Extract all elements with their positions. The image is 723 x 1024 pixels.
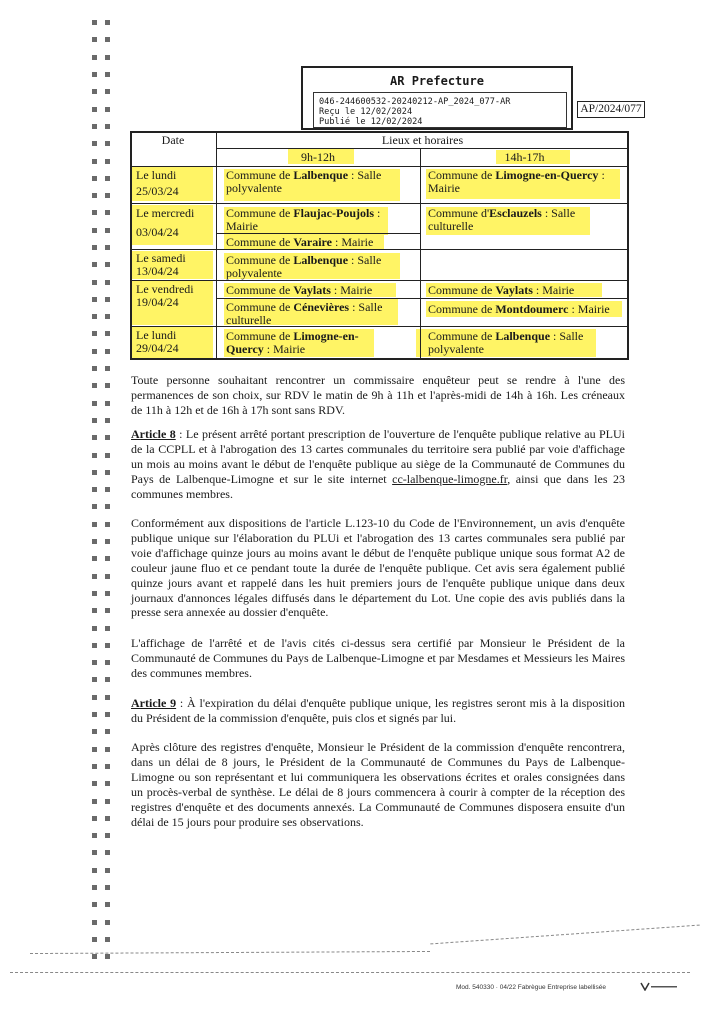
row2-date	[136, 207, 216, 239]
margin-hole	[92, 418, 97, 423]
hole-row	[92, 758, 116, 775]
hole-row	[92, 222, 116, 239]
margin-hole	[105, 193, 110, 198]
hole-row	[92, 654, 116, 671]
margin-hole	[92, 816, 97, 821]
hole-row	[92, 879, 116, 896]
commune-prefix: Commune de	[226, 168, 294, 182]
row3-day-date: 13/04/24	[136, 264, 179, 278]
row1-day-date: 25/03/24	[136, 184, 179, 198]
commune-name: Vaylats	[495, 283, 533, 297]
margin-hole	[92, 920, 97, 925]
hole-row	[92, 83, 116, 100]
commune-venue: : Mairie	[568, 302, 610, 316]
commune-prefix: Commune de	[226, 300, 294, 314]
margin-hole	[92, 799, 97, 804]
margin-hole	[92, 176, 97, 181]
commune-prefix: Commune de	[428, 329, 496, 343]
margin-hole	[92, 937, 97, 942]
commune-venue: : Mairie	[330, 283, 373, 297]
margin-hole	[105, 885, 110, 890]
commune-name: Lalbenque	[495, 329, 551, 343]
website-link[interactable]: cc-lalbenque-limogne.fr	[392, 471, 508, 486]
stamp-reference: 046-244600532-20240212-AP_2024_077-AR	[319, 97, 511, 107]
commune-name: Lalbenque	[293, 168, 349, 182]
scan-artifact-line	[430, 925, 699, 945]
margin-hole	[105, 297, 110, 302]
hole-row	[92, 446, 116, 463]
hole-row	[92, 516, 116, 533]
hole-row	[92, 689, 116, 706]
row3-date	[136, 252, 216, 278]
margin-hole	[105, 331, 110, 336]
row4-afternoon-2	[428, 303, 626, 316]
hole-row	[92, 810, 116, 827]
hole-row	[92, 66, 116, 83]
commune-name: Vaylats	[293, 283, 331, 297]
margin-hole	[92, 366, 97, 371]
row5-afternoon	[428, 330, 598, 356]
hole-row	[92, 170, 116, 187]
hole-row	[92, 550, 116, 567]
margin-hole	[105, 107, 110, 112]
margin-hole	[92, 20, 97, 25]
margin-hole	[105, 660, 110, 665]
margin-hole	[105, 89, 110, 94]
margin-hole	[92, 349, 97, 354]
row2-morning-2	[226, 236, 418, 249]
margin-hole	[92, 885, 97, 890]
row4-afternoon-1	[428, 284, 624, 297]
hole-row	[92, 412, 116, 429]
margin-hole	[92, 245, 97, 250]
commune-prefix: Commune de	[226, 206, 294, 220]
margin-hole	[92, 141, 97, 146]
commune-venue: : Mairie	[532, 283, 575, 297]
margin-hole	[105, 539, 110, 544]
row2-morning-1	[226, 207, 414, 233]
hole-row	[92, 31, 116, 48]
row4-date	[136, 283, 216, 309]
commune-name: Esclauzels	[489, 206, 542, 220]
row3-day: Le samedi	[136, 251, 186, 265]
margin-hole	[92, 193, 97, 198]
hole-row	[92, 464, 116, 481]
commune-prefix: Commune de	[226, 329, 294, 343]
margin-hole	[105, 626, 110, 631]
margin-hole	[92, 850, 97, 855]
row1-day: Le lundi	[136, 168, 177, 182]
table-border	[216, 233, 420, 234]
margin-hole	[92, 626, 97, 631]
hole-row	[92, 740, 116, 757]
stamp-received: Reçu le 12/02/2024	[319, 107, 413, 117]
hole-row	[92, 100, 116, 117]
row4-morning-1	[226, 284, 416, 297]
margin-hole	[105, 124, 110, 129]
stamp-published: Publié le 12/02/2024	[319, 117, 423, 127]
hole-row	[92, 49, 116, 66]
header-lieux: Lieux et horaires	[381, 133, 464, 147]
schedule-table	[130, 131, 629, 360]
hole-row	[92, 187, 116, 204]
commune-name: Varaire	[293, 235, 332, 249]
table-border	[130, 203, 629, 204]
margin-hole	[92, 643, 97, 648]
commune-prefix: Commune d'	[428, 206, 490, 220]
margin-hole	[92, 660, 97, 665]
ap-reference: AP/2024/077	[577, 101, 645, 118]
hole-row	[92, 429, 116, 446]
commune-name: Cénevières	[293, 300, 350, 314]
margin-hole	[105, 210, 110, 215]
margin-hole	[105, 176, 110, 181]
margin-hole	[105, 141, 110, 146]
commune-prefix: Commune de	[428, 302, 496, 316]
margin-hole	[105, 55, 110, 60]
row4-morning-2	[226, 301, 416, 327]
margin-hole	[92, 608, 97, 613]
margin-hole	[92, 902, 97, 907]
margin-hole	[105, 366, 110, 371]
margin-hole	[92, 954, 97, 959]
cloture-paragraph: Après clôture des registres d'enquête, Monsieur le Président de la commission d'enquête rencontrera, dans un délai de 8 jours, le Président de la Communauté de Communes du Pays de Lalbenque-Limogne ou son représentant et lui communiquera les observations écrites et orales consignées dans un procès-verbal de synthèse. Le délai de 8 jours commencera à courir à compter de la réception des registres d'enquête et des documents annexés. La Communauté de Communes disposera ensuite d'un délai de 15 jours pour produire ses observations.	[131, 740, 625, 829]
margin-hole	[92, 539, 97, 544]
margin-hole	[105, 72, 110, 77]
hole-row	[92, 325, 116, 342]
hole-row	[92, 481, 116, 498]
margin-hole	[105, 868, 110, 873]
commune-prefix: Commune de	[226, 283, 294, 297]
margin-hole	[92, 504, 97, 509]
hole-row	[92, 723, 116, 740]
margin-hole	[92, 522, 97, 527]
margin-hole	[92, 124, 97, 129]
commune-venue: : Mairie	[226, 206, 381, 233]
margin-hole	[105, 349, 110, 354]
margin-hole	[105, 799, 110, 804]
margin-hole	[92, 89, 97, 94]
margin-hole	[105, 937, 110, 942]
margin-hole	[105, 418, 110, 423]
hole-row	[92, 343, 116, 360]
margin-hole	[105, 383, 110, 388]
hole-row	[92, 377, 116, 394]
margin-hole	[92, 747, 97, 752]
commune-name: Montdoumerc	[495, 302, 569, 316]
row1-morning	[226, 169, 418, 195]
commune-venue: : Salle polyvalente	[226, 168, 382, 195]
margin-hole	[92, 781, 97, 786]
margin-hole	[92, 677, 97, 682]
hole-row	[92, 827, 116, 844]
row3-morning	[226, 254, 412, 280]
commune-prefix: Commune de	[226, 235, 294, 249]
margin-hole	[105, 504, 110, 509]
margin-hole	[105, 920, 110, 925]
margin-hole	[105, 695, 110, 700]
header-morning: 9h-12h	[301, 150, 335, 164]
commune-name: Limogne-en-Quercy	[495, 168, 599, 182]
margin-hole	[105, 159, 110, 164]
margin-hole	[105, 37, 110, 42]
margin-hole	[92, 487, 97, 492]
margin-hole	[105, 677, 110, 682]
margin-hole	[105, 401, 110, 406]
commune-name: Lalbenque	[293, 253, 349, 267]
article-9-paragraph	[131, 696, 625, 726]
hole-row	[92, 948, 116, 965]
hole-row	[92, 239, 116, 256]
table-border	[130, 249, 629, 250]
row5-morning	[226, 330, 386, 356]
article-9-label: Article 9	[131, 696, 177, 710]
hole-row	[92, 775, 116, 792]
hole-row	[92, 14, 116, 31]
margin-hole	[105, 850, 110, 855]
header-date: Date	[161, 133, 185, 147]
table-border	[130, 166, 629, 167]
row5-day: Le lundi	[136, 328, 177, 342]
commune-name: Limogne-en-Quercy	[226, 329, 359, 356]
margin-hole	[92, 383, 97, 388]
hole-row	[92, 706, 116, 723]
margin-hole	[105, 435, 110, 440]
margin-hole	[92, 331, 97, 336]
table-border	[216, 148, 629, 149]
margin-hole	[105, 20, 110, 25]
row5-date	[136, 329, 216, 355]
margin-hole	[92, 453, 97, 458]
article-8-label: Article 8	[131, 427, 176, 441]
table-border	[130, 131, 629, 133]
scan-artifact-line	[10, 972, 690, 973]
margin-hole	[92, 764, 97, 769]
margin-hole	[105, 280, 110, 285]
margin-hole	[105, 781, 110, 786]
margin-hole	[92, 297, 97, 302]
stamp-title: AR Prefecture	[390, 74, 484, 88]
hole-row	[92, 568, 116, 585]
row5-day-date: 29/04/24	[136, 341, 179, 355]
hole-row	[92, 792, 116, 809]
table-border	[130, 358, 629, 360]
hole-row	[92, 533, 116, 550]
affichage-paragraph: L'affichage de l'arrêté et de l'avis cités ci-dessus sera certifié par Monsieur le Président de la Communauté de Communes du Pays de Lalbenque-Limogne et par Mesdames et Messieurs les Maires des communes membres.	[131, 636, 625, 680]
margin-hole	[92, 262, 97, 267]
hole-row	[92, 844, 116, 861]
margin-hole	[105, 487, 110, 492]
article-8-paragraph	[131, 427, 625, 502]
margin-hole	[105, 314, 110, 319]
ar-prefecture-stamp	[301, 66, 573, 130]
row4-day: Le vendredi	[136, 282, 194, 296]
margin-hole	[105, 816, 110, 821]
margin-hole	[92, 556, 97, 561]
hole-row	[92, 291, 116, 308]
row1-date	[136, 169, 216, 198]
hole-row	[92, 931, 116, 948]
hole-row	[92, 585, 116, 602]
commune-venue: : Mairie	[428, 168, 605, 195]
commune-venue: : Salle polyvalente	[226, 253, 382, 280]
margin-hole	[92, 72, 97, 77]
hole-row	[92, 671, 116, 688]
hole-row	[92, 395, 116, 412]
margin-hole	[105, 902, 110, 907]
table-border	[420, 148, 421, 360]
margin-hole	[92, 55, 97, 60]
commune-prefix: Commune de	[226, 253, 294, 267]
margin-hole	[105, 643, 110, 648]
margin-hole	[105, 747, 110, 752]
commune-name: Flaujac-Poujols	[293, 206, 374, 220]
commune-venue: : Salle polyvalente	[428, 329, 584, 356]
article-8-end: , ainsi que dans les 23 communes membres.	[131, 471, 625, 501]
margin-hole	[92, 868, 97, 873]
article-8-text: : Le présent arrêté portant prescription de l'ouverture de l'enquête publique relative au PLUi de la CCPLL et à l'abrogation des 13 cartes communales du territoire sera publié par voie d'affichage un mois au moins avant le début de l'enquête publique au siège de la Communauté de Communes du Pays de Lalbenque-Limogne et sur le site internet	[131, 427, 625, 486]
margin-hole	[105, 764, 110, 769]
margin-hole	[92, 574, 97, 579]
margin-hole	[92, 280, 97, 285]
margin-hole	[92, 159, 97, 164]
rdv-paragraph: Toute personne souhaitant rencontrer un commissaire enquêteur peut se rendre à l'une des permanences de son choix, sur RDV le matin de 9h à 11h et l'après-midi de 14h à 16h. Les créneaux de 11h à 12h et de 16h à 17h sont sans RDV.	[131, 373, 625, 417]
commune-venue: : Salle culturelle	[226, 300, 383, 327]
margin-hole	[105, 833, 110, 838]
margin-hole	[92, 401, 97, 406]
hole-row	[92, 152, 116, 169]
margin-hole	[92, 470, 97, 475]
row2-day-date: 03/04/24	[136, 225, 179, 239]
margin-hole	[92, 37, 97, 42]
margin-hole	[105, 556, 110, 561]
row4-day-date: 19/04/24	[136, 295, 179, 309]
avis-paragraph: Conformément aux dispositions de l'article L.123-10 du Code de l'Environnement, un avis d'enquête publique unique sur l'élaboration du PLUi et l'abrogation des 13 cartes communales sera publié par voie d'affichage quinze jours au moins avant le début de l'enquête publique unique sous format A2 de couleur jaune fluo et ce pendant toute la durée de l'enquête publique. Cet avis sera également publié quinze jours avant et rappelé dans les huit premiers jours de l'enquête publique unique dans deux journaux d'annonces légales diffusés dans le département du Lot. Une copie des avis publiés dans la presse sera annexée au dossier d'enquête.	[131, 516, 625, 620]
row1-afternoon	[428, 169, 624, 195]
margin-hole	[105, 591, 110, 596]
article-9-text: : À l'expiration du délai d'enquête publique unique, les registres seront mis à la disposition du Président de la commission d'enquête, puis clos et signés par lui.	[131, 696, 625, 725]
hole-row	[92, 135, 116, 152]
footer-printer-mark: Mod. 540330 · 04/22 Fabrègue Entreprise labellisée	[456, 984, 606, 991]
hole-row	[92, 498, 116, 515]
table-border	[216, 298, 629, 299]
hole-row	[92, 896, 116, 913]
margin-hole	[105, 262, 110, 267]
margin-hole	[92, 228, 97, 233]
commune-venue: : Salle culturelle	[428, 206, 576, 233]
hole-row	[92, 360, 116, 377]
margin-hole	[105, 608, 110, 613]
margin-hole	[92, 712, 97, 717]
margin-hole	[105, 453, 110, 458]
hole-row	[92, 862, 116, 879]
imprimvert-logo-icon	[640, 982, 678, 991]
margin-hole	[105, 470, 110, 475]
hole-row	[92, 273, 116, 290]
hole-row	[92, 619, 116, 636]
hole-row	[92, 602, 116, 619]
margin-hole	[105, 712, 110, 717]
margin-holes	[92, 14, 116, 965]
margin-hole	[105, 954, 110, 959]
margin-hole	[105, 574, 110, 579]
margin-hole	[92, 314, 97, 319]
commune-venue: : Mairie	[263, 342, 306, 356]
scan-artifact-line	[30, 951, 430, 954]
commune-venue: : Mairie	[332, 235, 374, 249]
margin-hole	[92, 107, 97, 112]
hole-row	[92, 256, 116, 273]
hole-row	[92, 913, 116, 930]
header-afternoon: 14h-17h	[504, 150, 545, 164]
hole-row	[92, 118, 116, 135]
margin-hole	[105, 522, 110, 527]
margin-hole	[105, 245, 110, 250]
margin-hole	[105, 228, 110, 233]
margin-hole	[92, 210, 97, 215]
table-border	[130, 280, 629, 281]
hole-row	[92, 204, 116, 221]
margin-hole	[92, 435, 97, 440]
margin-hole	[92, 833, 97, 838]
margin-hole	[92, 695, 97, 700]
margin-hole	[92, 729, 97, 734]
commune-prefix: Commune de	[428, 168, 496, 182]
row2-afternoon	[428, 207, 608, 233]
commune-prefix: Commune de	[428, 283, 496, 297]
hole-row	[92, 637, 116, 654]
margin-hole	[92, 591, 97, 596]
row2-day: Le mercredi	[136, 206, 195, 220]
hole-row	[92, 308, 116, 325]
margin-hole	[105, 729, 110, 734]
